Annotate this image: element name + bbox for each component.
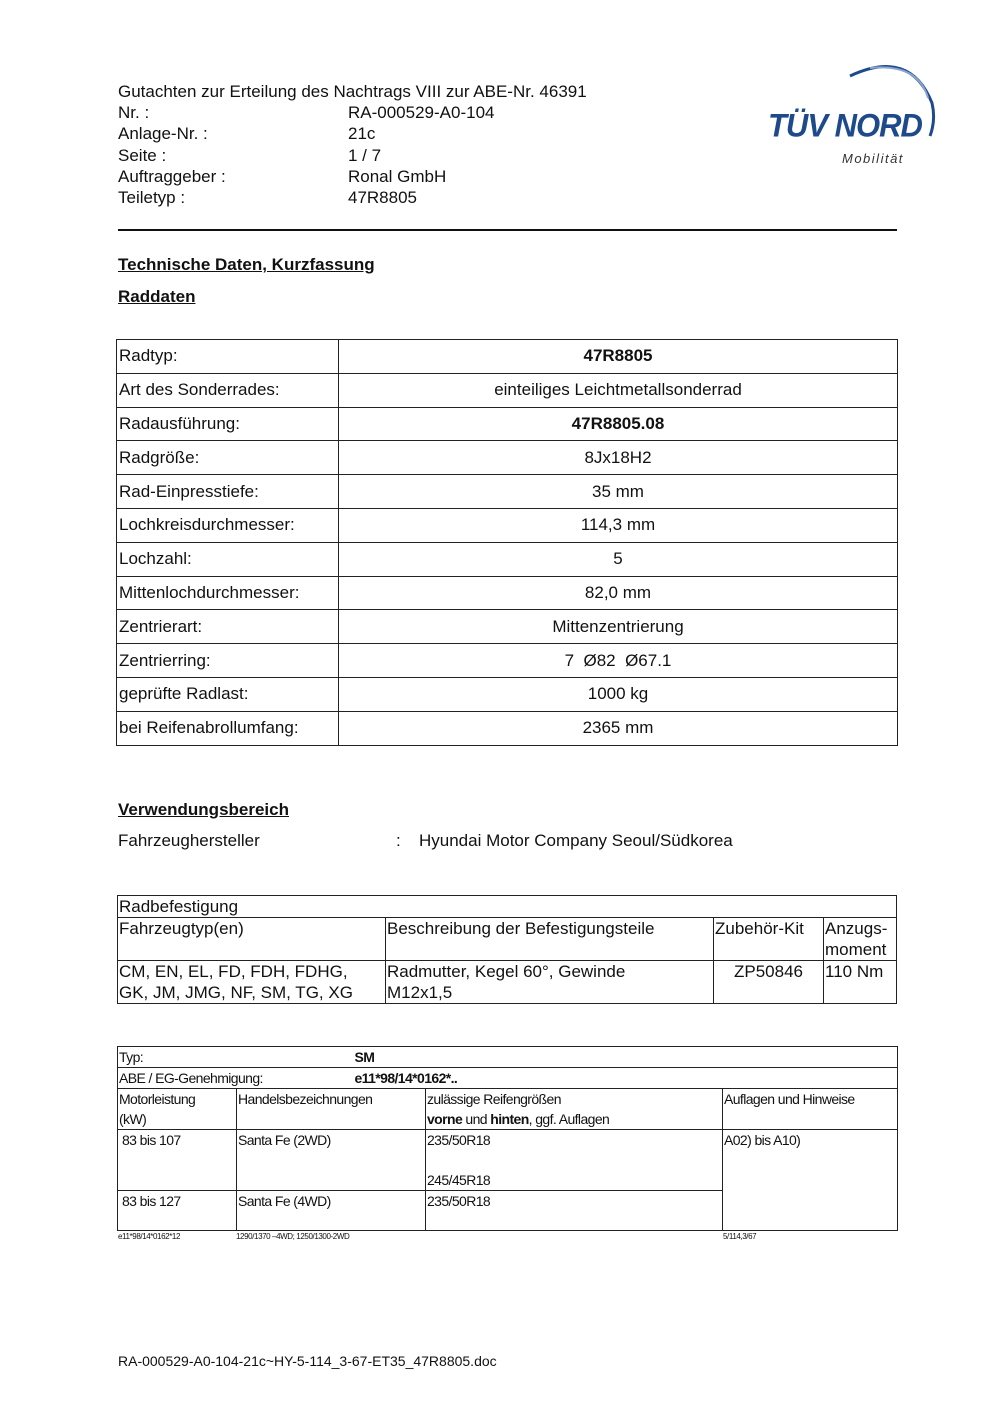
hersteller-separator: : (396, 831, 401, 850)
fahrzeugtypen-line2: GK, JM, JMG, NF, SM, TG, XG (119, 983, 353, 1002)
row-label: geprüfte Radlast: (117, 677, 339, 711)
nr-label: Nr. : (118, 103, 150, 122)
header-vorne: vorne (427, 1111, 463, 1127)
header-reifen-line2 (427, 1109, 721, 1129)
abe-label: ABE / EG-Genehmigung: (119, 1070, 263, 1086)
row-value: 8Jx18H2 (339, 441, 898, 475)
beschreibung-line1: Radmutter, Kegel 60°, Gewinde (387, 962, 626, 981)
document-title: Gutachten zur Erteilung des Nachtrags VIII zur ABE-Nr. 46391 (118, 82, 587, 101)
header-fahrzeugtyp: Fahrzeugtyp(en) (118, 918, 386, 961)
header-hinten: hinten (490, 1111, 529, 1127)
table-row (117, 340, 898, 374)
fahrzeugtypen-line1: CM, EN, EL, FD, FDH, FDHG, (119, 962, 348, 981)
raddaten-table (116, 339, 898, 746)
beschreibung-line2: M12x1,5 (387, 983, 453, 1002)
table-row (118, 961, 897, 1004)
row-label: Zentrierring: (117, 644, 339, 678)
table-row (117, 610, 898, 644)
teiletyp-value: 47R8805 (348, 188, 418, 207)
motor-cell: 83 bis 107 (118, 1130, 237, 1191)
header-rest: , ggf. Auflagen (528, 1111, 610, 1127)
anlage-label: Anlage-Nr. : (118, 124, 208, 143)
header-anzugsmoment-line2: moment (825, 940, 887, 959)
table-row (117, 373, 898, 407)
row-value: 47R8805.08 (339, 407, 898, 441)
table-row (117, 441, 898, 475)
footnote-lochkreis: 5/114,3/67 (723, 1232, 757, 1241)
table-row (117, 576, 898, 610)
row-value: 5 (339, 542, 898, 576)
reifen-line2: 245/45R18 (427, 1172, 491, 1188)
auftraggeber-label: Auftraggeber : (118, 167, 226, 186)
abe-row (118, 1068, 898, 1089)
anzugsmoment-cell: 110 Nm (824, 961, 897, 1004)
typ-value: SM (354, 1049, 375, 1065)
hersteller-value: Hyundai Motor Company Seoul/Südkorea (419, 831, 733, 850)
motor-cell: 83 bis 127 (118, 1191, 237, 1231)
radbefestigung-table (117, 895, 897, 1004)
row-label: Lochkreisdurchmesser: (117, 508, 339, 542)
typ-table (117, 1046, 898, 1231)
reifen-cell: 235/50R18 (426, 1191, 723, 1231)
anlage-value: 21c (348, 124, 376, 143)
raddaten-title: Raddaten (118, 287, 196, 306)
header-anzugsmoment-line1: Anzugs- (825, 919, 888, 938)
header-anzugsmoment (824, 918, 897, 961)
fahrzeugtypen-cell (118, 961, 386, 1004)
beschreibung-cell (386, 961, 714, 1004)
table-header-row (118, 918, 897, 961)
row-value: 2365 mm (339, 711, 898, 745)
row-label: Radgröße: (117, 441, 339, 475)
header-reifen-line1: zulässige Reifengrößen (427, 1091, 561, 1107)
typ-label: Typ: (119, 1049, 144, 1065)
seite-label: Seite : (118, 146, 167, 165)
row-label: Radtyp: (117, 340, 339, 374)
row-value: 1000 kg (339, 677, 898, 711)
row-label: Art des Sonderrades: (117, 373, 339, 407)
verwendung-title: Verwendungsbereich (118, 800, 289, 819)
tuv-nord-logo: TÜV NORD (768, 107, 922, 144)
table-row (118, 1130, 898, 1191)
row-value: 47R8805 (339, 340, 898, 374)
reifen-line1: 235/50R18 (427, 1132, 491, 1148)
hersteller-label: Fahrzeughersteller (118, 831, 260, 850)
row-value: 35 mm (339, 475, 898, 509)
table-row (117, 677, 898, 711)
section-title: Technische Daten, Kurzfassung (118, 255, 375, 274)
row-label: bei Reifenabrollumfang: (117, 711, 339, 745)
row-label: Lochzahl: (117, 542, 339, 576)
table-row (118, 896, 897, 918)
header-motorleistung (118, 1089, 237, 1130)
radbefestigung-title: Radbefestigung (118, 896, 897, 918)
table-row (117, 508, 898, 542)
logo-subtitle: Mobilität (842, 151, 904, 166)
header-divider (118, 229, 897, 231)
row-label: Mittenlochdurchmesser: (117, 576, 339, 610)
handel-cell: Santa Fe (4WD) (237, 1191, 426, 1231)
header-zubehoer: Zubehör-Kit (714, 918, 824, 961)
row-value: 7 Ø82 Ø67.1 (339, 644, 898, 678)
row-value: 82,0 mm (339, 576, 898, 610)
typ-row (118, 1047, 898, 1068)
row-label: Rad-Einpresstiefe: (117, 475, 339, 509)
auftraggeber-value: Ronal GmbH (348, 167, 447, 186)
header-und: und (462, 1111, 491, 1127)
reifen-cell (426, 1130, 723, 1191)
footnote-radlast: 1290/1370 –4WD; 1250/1300-2WD (236, 1232, 350, 1241)
table-row (117, 475, 898, 509)
row-value: einteiliges Leichtmetallsonderrad (339, 373, 898, 407)
abe-value: e11*98/14*0162*.. (354, 1070, 458, 1086)
header-motor-line1: Motorleistung (119, 1091, 196, 1107)
row-label: Radausführung: (117, 407, 339, 441)
table-row (117, 711, 898, 745)
header-reifengroessen (426, 1089, 723, 1130)
table-row (117, 407, 898, 441)
table-row (117, 644, 898, 678)
table-header-row (118, 1089, 898, 1130)
auflagen-cell: A02) bis A10) (723, 1130, 898, 1231)
nr-value: RA-000529-A0-104 (348, 103, 495, 122)
footer-filename: RA-000529-A0-104-21c~HY-5-114_3-67-ET35_47R8805.doc (118, 1353, 497, 1369)
header-auflagen: Auflagen und Hinweise (723, 1089, 898, 1130)
row-value: 114,3 mm (339, 508, 898, 542)
header-handelsbezeichnungen: Handelsbezeichnungen (237, 1089, 426, 1130)
header-motor-line2: (kW) (119, 1111, 147, 1127)
table-row (117, 542, 898, 576)
footnote-abe: e11*98/14*0162*12 (118, 1232, 181, 1241)
row-label: Zentrierart: (117, 610, 339, 644)
handel-cell: Santa Fe (2WD) (237, 1130, 426, 1191)
teiletyp-label: Teiletyp : (118, 188, 186, 207)
seite-value: 1 / 7 (348, 146, 382, 165)
header-beschreibung: Beschreibung der Befestigungsteile (386, 918, 714, 961)
row-value: Mittenzentrierung (339, 610, 898, 644)
zubehoer-kit-cell: ZP50846 (714, 961, 824, 1004)
